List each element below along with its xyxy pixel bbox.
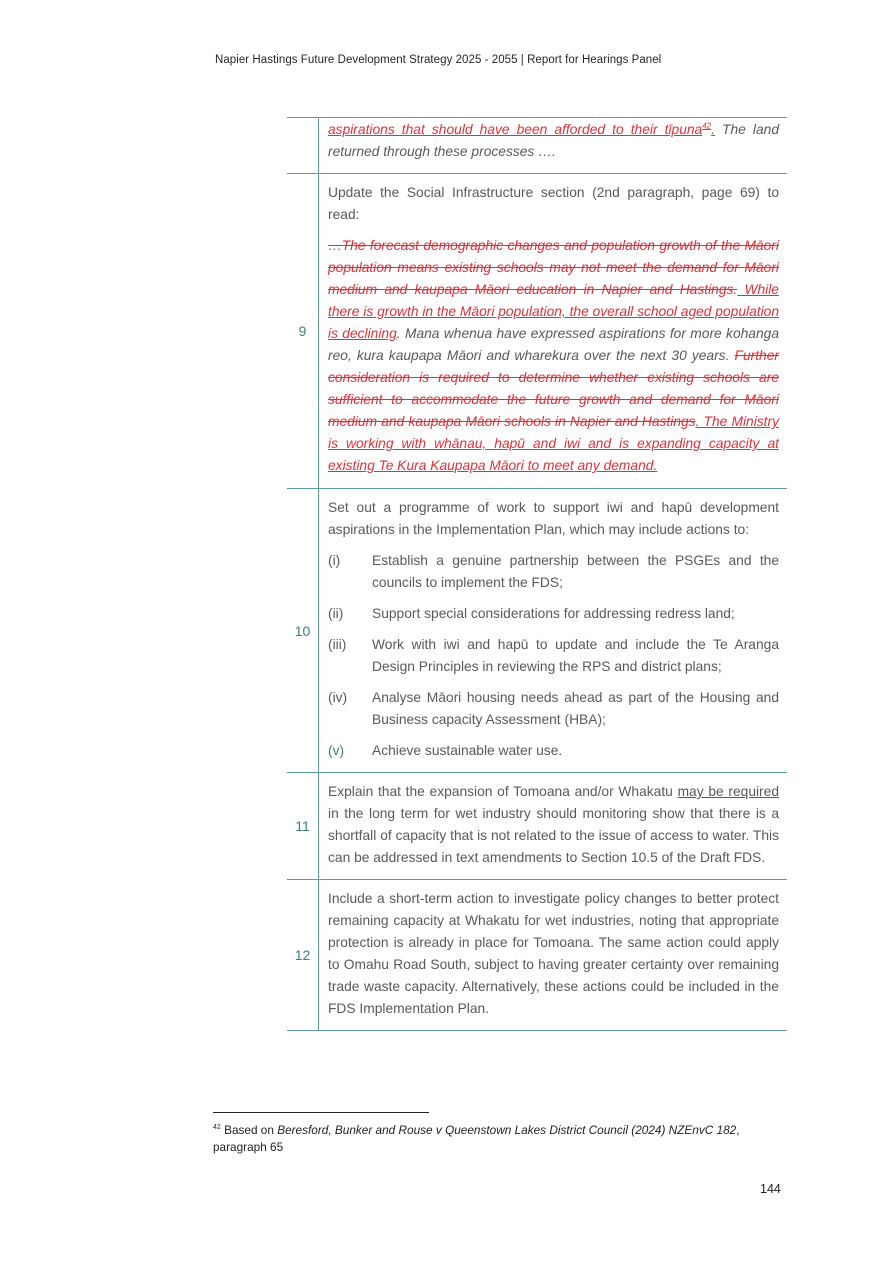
row-number: 10 (287, 489, 319, 773)
list-label: (iv) (328, 690, 348, 705)
row-number: 11 (287, 773, 319, 880)
list-label: (i) (328, 553, 341, 568)
row-content (319, 118, 788, 174)
plain-text: The land returned through these processes …. (328, 122, 779, 159)
table-row (287, 880, 787, 1031)
footnote-text: Based on (220, 1123, 278, 1137)
list-label: (v) (328, 743, 345, 758)
table-row (287, 489, 787, 773)
table-row (287, 773, 787, 880)
list-text: Achieve sustainable water use. (372, 743, 563, 758)
quoted-amendment (328, 235, 779, 477)
list-text: Work with iwi and hapū to update and include the Te Aranga Design Principles in reviewing the RPS and district plans; (372, 637, 779, 674)
inserted-text: . (711, 122, 715, 137)
row-intro: Update the Social Infrastructure section (2nd paragraph, page 69) to read: (328, 185, 779, 222)
list-text: Establish a genuine partnership between the PSGEs and the councils to implement the FDS; (372, 553, 779, 590)
inserted-text: While there is growth in the Māori population, the overall school aged population is declining (328, 282, 779, 341)
list-text: Analyse Māori housing needs ahead as part of the Housing and Business capacity Assessment (HBA); (372, 690, 779, 727)
underlined-text: may be required (677, 784, 780, 799)
deleted-text: Further consideration is required to determine whether existing schools are sufficient to accommodate the future growth and demand for Māori medium and kaupapa Māori schools in Napier and Hastings (328, 348, 779, 429)
footnote-ref[interactable]: 42 (702, 121, 712, 131)
table-row (287, 174, 787, 489)
list-text: Support special considerations for addressing redress land; (372, 606, 735, 621)
case-citation: Beresford, Bunker and Rouse v Queenstown Lakes District Council (2024) NZEnvC 182 (277, 1123, 737, 1137)
list-item (328, 634, 779, 678)
continuation-text (328, 119, 779, 163)
list-label: (ii) (328, 606, 344, 621)
plain-text: Explain that the expansion of Tomoana and/or Whakatu (328, 784, 678, 799)
row-text: Include a short-term action to investigate policy changes to better protect remaining capacity at Whakatu for wet industries, noting that appropriate protection is already in place for Tomoana. The same action could apply to Omahu Road South, subject to having greater certainty over remaining trade waste capacity. Alternatively, these actions could be included in the FDS Implementation Plan. (328, 891, 779, 1016)
page-number: 144 (760, 1182, 781, 1196)
footnote-separator (213, 1112, 429, 1113)
row-text (328, 781, 779, 869)
row-intro: Set out a programme of work to support iwi and hapū development aspirations in the Implementation Plan, which may include actions to: (328, 500, 779, 537)
list-label: (iii) (328, 637, 347, 652)
list-item (328, 740, 779, 762)
footnote (213, 1122, 773, 1156)
plain-text: in the long term for wet industry should monitoring show that there is a shortfall of capacity that is not related to the issue of access to water. This can be addressed in text amendments to Section 10.5 of the Draft FDS. (328, 806, 779, 865)
recommendations-table (287, 117, 787, 1031)
inserted-text: . The Ministry is working with whānau, hapū and iwi and is expanding capacity at existing Te Kura Kaupapa Māori to meet any demand. (328, 414, 780, 473)
inserted-text: aspirations that should have been afforded to their tīpuna (328, 122, 703, 137)
table-row (287, 118, 787, 174)
row-number: 9 (287, 174, 319, 489)
row-number (287, 118, 319, 174)
row-number: 12 (287, 880, 319, 1031)
plain-text: . Mana whenua have expressed aspirations for more kohanga reo, kura kaupapa Māori and wharekura over the next 30 years. (328, 326, 779, 363)
running-header: Napier Hastings Future Development Strategy 2025 - 2055 | Report for Hearings Panel (215, 54, 662, 66)
list-item (328, 550, 779, 594)
deleted-text: …The forecast demographic changes and population growth of the Māori population means existing schools may not meet the demand for Māori medium and kaupapa Māori education in Napier and Hastings. (328, 238, 779, 297)
row-content (319, 489, 788, 773)
row-content (319, 773, 788, 880)
footnote-text: , paragraph 65 (213, 1123, 740, 1154)
row-content (319, 880, 788, 1031)
row-content (319, 174, 788, 489)
list-item (328, 603, 779, 625)
footnote-mark: 42 (213, 1124, 221, 1132)
list-item (328, 687, 779, 731)
